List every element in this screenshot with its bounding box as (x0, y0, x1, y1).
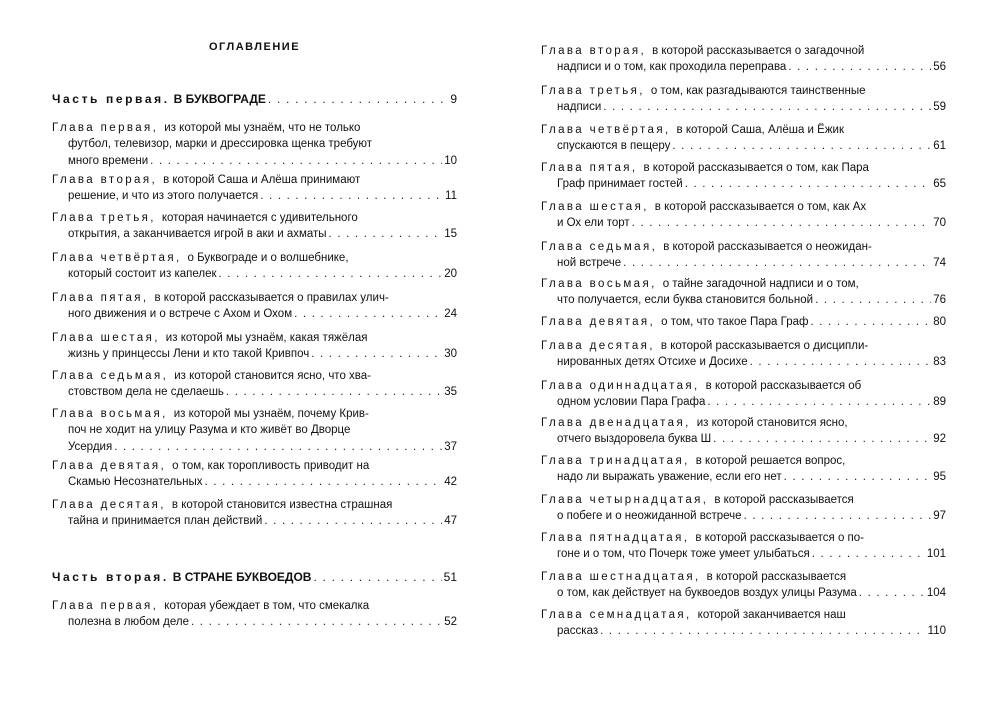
chapter-label: Глава первая, (52, 600, 159, 612)
chapter-title-text: Скамью Несознательных (68, 476, 203, 489)
chapter-title-text: жизнь у принцессы Лени и кто такой Кривпоч (68, 348, 310, 361)
chapter-entry[interactable] (52, 458, 457, 491)
chapter-last-line (541, 138, 946, 154)
chapter-title-text: которая убеждает в том, что смекалка (164, 600, 370, 612)
chapter-last-line (52, 384, 457, 400)
chapter-label: Глава тринадцатая, (541, 455, 690, 467)
page-number: 30 (444, 348, 457, 361)
page-number: 15 (444, 228, 457, 241)
chapter-entry[interactable] (52, 290, 457, 323)
chapter-last-line (52, 513, 457, 529)
leader-dots (205, 474, 443, 490)
leader-dots (672, 138, 931, 154)
leader-dots (603, 99, 931, 115)
chapter-entry[interactable] (52, 368, 457, 401)
chapter-entry[interactable] (541, 276, 946, 309)
leader-dots (707, 394, 931, 410)
chapter-entry[interactable] (52, 598, 457, 631)
leader-dots (294, 306, 442, 322)
chapter-first-line (541, 83, 946, 99)
chapter-first-line (52, 172, 457, 188)
chapter-title-text: о том, что такое Пара Граф (661, 316, 809, 328)
chapter-title-text: о тайне загадочной надписи и о том, (662, 278, 859, 290)
page-number: 80 (933, 316, 946, 328)
leader-dots (226, 384, 442, 400)
chapter-title-text: решение, и что из этого получается (68, 190, 259, 203)
chapter-entry[interactable] (541, 530, 946, 563)
leader-dots (600, 623, 926, 639)
chapter-entry[interactable] (541, 453, 946, 486)
chapter-title-text: в которой рассказывается о загадочной (652, 45, 865, 57)
chapter-title-text: о побеге и о неожиданной встрече (557, 510, 742, 523)
leader-dots (632, 215, 932, 231)
chapter-title-text: в которой рассказывается (714, 494, 854, 506)
page-number: 101 (926, 548, 946, 561)
chapter-entry[interactable] (541, 43, 946, 76)
chapter-last-line (52, 153, 457, 169)
chapter-title-text: в которой рассказывается о правилах улич- (154, 292, 389, 304)
leader-dots (788, 59, 931, 75)
chapter-title-text: в которой рассказывается о по- (695, 532, 865, 544)
chapter-label: Глава девятая, (541, 316, 656, 328)
page-number: 70 (933, 217, 946, 230)
chapter-title-text: которой заканчивается наш (697, 609, 846, 621)
part-name: В БУКВОГРАДЕ (173, 92, 266, 106)
chapter-label: Глава десятая, (52, 499, 166, 511)
chapter-title-text: поч не ходит на улицу Разума и кто живёт во Дворце (68, 424, 351, 437)
chapter-entry[interactable] (541, 492, 946, 525)
chapter-entry[interactable] (541, 239, 946, 272)
chapter-first-line (52, 406, 457, 422)
leader-dots (685, 176, 932, 192)
chapter-last-line (541, 394, 946, 410)
leader-dots (750, 354, 932, 370)
chapter-first-line (541, 530, 946, 546)
chapter-label: Глава вторая, (52, 174, 158, 186)
part-label: Часть вторая. (52, 570, 169, 584)
chapter-first-line (541, 378, 946, 394)
chapter-title-text: в которой Саша и Алёша принимают (163, 174, 361, 186)
chapter-entry[interactable] (541, 378, 946, 411)
page-number: 35 (444, 386, 457, 399)
chapter-entry[interactable] (52, 250, 457, 283)
chapter-title-text: в которой рассказывается о неожидан- (663, 241, 872, 253)
chapter-last-line (541, 546, 946, 562)
toc-title: ОГЛАВЛЕНИЕ (208, 41, 301, 53)
chapter-last-line (541, 585, 946, 601)
chapter-first-line (541, 492, 946, 508)
chapter-last-line (52, 474, 457, 490)
chapter-title-text: рассказ (557, 625, 599, 638)
chapter-label: Глава семнадцатая, (541, 609, 692, 621)
chapter-last-line (52, 614, 457, 630)
chapter-entry[interactable] (52, 210, 457, 243)
chapter-title-text: в которой рассказывается о дисципли- (660, 340, 869, 352)
page-number: 11 (445, 190, 457, 203)
chapter-last-line (52, 439, 457, 455)
chapter-last-line (541, 508, 946, 524)
chapter-first-line (541, 122, 946, 138)
leader-dots (744, 508, 932, 524)
chapter-title-text: Усердия (68, 440, 113, 453)
page-number: 74 (933, 257, 946, 270)
chapter-title-text: открытия, а заканчивается игрой в аки и ахматы (68, 228, 327, 241)
chapter-title-text: гоне и о том, что Почерк тоже умеет улыбаться (557, 548, 810, 561)
leader-dots (268, 92, 448, 106)
page-number: 56 (933, 61, 946, 74)
chapter-title-text: полезна в любом деле (68, 616, 189, 629)
chapter-first-line (541, 43, 946, 59)
chapter-entry[interactable] (541, 83, 946, 116)
chapter-entry[interactable] (541, 122, 946, 155)
chapter-label: Глава третья, (541, 85, 645, 97)
chapter-label: Глава вторая, (541, 45, 647, 57)
leader-dots (260, 188, 443, 204)
chapter-first-line (541, 607, 946, 623)
chapter-last-line (541, 176, 946, 192)
chapter-last-line (52, 188, 457, 204)
chapter-last-line (52, 266, 457, 282)
chapter-first-line (52, 120, 457, 136)
chapter-last-line (541, 431, 946, 447)
chapter-label: Глава шестнадцатая, (541, 571, 701, 583)
page-number: 95 (933, 471, 946, 484)
chapter-title-text: одном условии Пара Графа (557, 396, 706, 409)
leader-dots (812, 546, 925, 562)
chapter-title-text: спускаются в пещеру (557, 140, 671, 153)
page-number: 97 (933, 510, 946, 523)
chapter-label: Глава десятая, (541, 340, 655, 352)
chapter-last-line (52, 306, 457, 322)
chapter-first-line (52, 458, 457, 474)
chapter-title-text: из которой становится ясно, (696, 417, 848, 429)
chapter-last-line (52, 226, 457, 242)
chapter-first-line (541, 160, 946, 176)
chapter-title-text: ного движения и о встрече с Ахом и Охом (68, 308, 293, 321)
part-label: Часть первая. (52, 92, 170, 106)
chapter-title-text: надписи (557, 101, 602, 114)
page-number: 37 (444, 440, 457, 453)
page-number: 61 (933, 140, 946, 153)
chapter-label: Глава одиннадцатая, (541, 380, 700, 392)
chapter-entry[interactable] (52, 406, 457, 455)
page-number: 24 (444, 308, 457, 321)
part-one-heading[interactable] (52, 92, 457, 106)
chapter-title-text: о том, как торопливость приводит на (172, 460, 370, 472)
chapter-label: Глава четырнадцатая, (541, 494, 709, 506)
chapter-title-text: который состоит из капелек (68, 268, 217, 281)
page-number: 9 (450, 92, 457, 106)
leader-dots (191, 614, 442, 630)
chapter-entry[interactable] (541, 199, 946, 232)
chapter-last-line (541, 623, 946, 639)
chapter-title-text: из которой мы узнаём, что не только (164, 122, 361, 134)
page-number: 42 (444, 476, 457, 489)
leader-dots (810, 314, 931, 330)
page-number: 89 (933, 396, 946, 409)
chapter-first-line (52, 210, 457, 226)
page-number: 52 (444, 616, 457, 629)
part-two-heading[interactable] (52, 570, 457, 584)
chapter-last-line (541, 99, 946, 115)
chapter-last-line (541, 255, 946, 271)
page-number: 51 (443, 570, 457, 584)
leader-dots (264, 513, 442, 529)
chapter-last-line (541, 469, 946, 485)
chapter-label: Глава седьмая, (541, 241, 658, 253)
chapter-title-text: в которой рассказывается о том, как Ах (654, 201, 867, 213)
chapter-first-line (52, 598, 457, 614)
chapter-label: Глава седьмая, (52, 370, 169, 382)
chapter-title-text: в которой рассказывается (706, 571, 847, 583)
chapter-title-text: и Ох ели торт (557, 217, 630, 230)
chapter-title-text: ной встрече (557, 257, 622, 270)
page-number: 110 (927, 625, 946, 638)
chapter-title-text: в которой решается вопрос, (695, 455, 846, 467)
chapter-first-line (541, 338, 946, 354)
chapter-title-text: о Буквограде и о волшебнике, (187, 252, 349, 264)
chapter-entry[interactable] (541, 160, 946, 193)
chapter-title-text: футбол, телевизор, марки и дрессировка щенка требуют (68, 138, 373, 151)
chapter-title-text: которая начинается с удивительного (161, 212, 358, 224)
chapter-last-line (541, 59, 946, 75)
chapter-last-line (541, 215, 946, 231)
chapter-entry[interactable] (541, 607, 946, 640)
chapter-title-text: из которой мы узнаём, какая тяжёлая (165, 332, 368, 344)
chapter-label: Глава пятая, (541, 162, 638, 174)
chapter-first-line (541, 569, 946, 585)
chapter-label: Глава двенадцатая, (541, 417, 691, 429)
chapter-entry[interactable] (52, 120, 457, 169)
chapter-title-text: о том, как разгадываются таинственные (650, 85, 866, 97)
chapter-last-line (541, 354, 946, 370)
leader-dots (311, 346, 442, 362)
chapter-title-text: Граф принимает гостей (557, 178, 683, 191)
chapter-title-text: много времени (68, 154, 149, 167)
chapter-first-line (541, 276, 946, 292)
page-number: 92 (933, 433, 946, 446)
leader-dots (313, 570, 441, 584)
chapter-entry[interactable] (541, 569, 946, 602)
chapter-title-text: отчего выздоровела буква Ш (557, 433, 712, 446)
chapter-label: Глава четвёртая, (52, 252, 182, 264)
chapter-first-line (541, 415, 946, 431)
chapter-label: Глава шестая, (541, 201, 649, 213)
chapter-title-text: тайна и принимается план действий (68, 515, 263, 528)
page-number: 83 (933, 356, 946, 369)
chapter-entry[interactable] (52, 330, 457, 363)
chapter-title-text: нированных детях Отсихе и Досихе (557, 356, 748, 369)
chapter-title-text: надо ли выражать уважение, если его нет (557, 471, 782, 484)
chapter-title-text: что получается, если буква становится больной (557, 294, 814, 307)
chapter-first-line (541, 314, 946, 330)
part-name: В СТРАНЕ БУКВОЕДОВ (172, 570, 312, 584)
page-number: 10 (444, 154, 457, 167)
chapter-last-line (541, 292, 946, 308)
chapter-label: Глава третья, (52, 212, 156, 224)
chapter-label: Глава шестая, (52, 332, 160, 344)
chapter-label: Глава первая, (52, 122, 159, 134)
chapter-title-text: в которой рассказывается о том, как Пара (643, 162, 869, 174)
chapter-label: Глава пятая, (52, 292, 149, 304)
page-number: 65 (933, 178, 946, 191)
chapter-entry[interactable] (541, 314, 946, 330)
leader-dots (713, 431, 931, 447)
leader-dots (815, 292, 931, 308)
chapter-title-text: стовством дела не сделаешь (68, 386, 224, 399)
chapter-first-line (541, 239, 946, 255)
chapter-entry[interactable] (52, 497, 457, 530)
chapter-entry[interactable] (52, 172, 457, 205)
chapter-label: Глава восьмая, (52, 408, 168, 420)
chapter-first-line (52, 290, 457, 306)
chapter-label: Глава восьмая, (541, 278, 657, 290)
page-number: 76 (933, 294, 946, 307)
chapter-title-text: надписи и о том, как проходила переправа (557, 61, 787, 74)
page-number: 104 (926, 587, 946, 600)
page-number: 20 (444, 268, 457, 281)
leader-dots (150, 153, 442, 169)
chapter-first-line (52, 250, 457, 266)
chapter-first-line (52, 330, 457, 346)
chapter-first-line (52, 368, 457, 384)
chapter-last-line (52, 346, 457, 362)
chapter-entry[interactable] (541, 338, 946, 371)
chapter-title-text: из которой становится ясно, что хва- (174, 370, 371, 382)
page-number: 59 (933, 101, 946, 114)
chapter-title-text: в которой рассказывается об (705, 380, 862, 392)
page-number: 47 (444, 515, 457, 528)
leader-dots (623, 255, 931, 271)
leader-dots (114, 439, 442, 455)
leader-dots (219, 266, 443, 282)
chapter-title-text: в которой становится известна страшная (171, 499, 393, 511)
leader-dots (329, 226, 443, 242)
chapter-title-text: о том, как действует на буквоедов воздух улицы Разума (557, 587, 857, 600)
chapter-label: Глава девятая, (52, 460, 167, 472)
chapter-label: Глава пятнадцатая, (541, 532, 690, 544)
leader-dots (784, 469, 932, 485)
chapter-first-line (541, 453, 946, 469)
chapter-entry[interactable] (541, 415, 946, 448)
chapter-first-line (541, 199, 946, 215)
chapter-title-text: из которой мы узнаём, почему Крив- (173, 408, 369, 420)
chapter-label: Глава четвёртая, (541, 124, 671, 136)
chapter-first-line (52, 497, 457, 513)
chapter-title-text: в которой Саша, Алёша и Ёжик (676, 124, 844, 136)
leader-dots (859, 585, 925, 601)
